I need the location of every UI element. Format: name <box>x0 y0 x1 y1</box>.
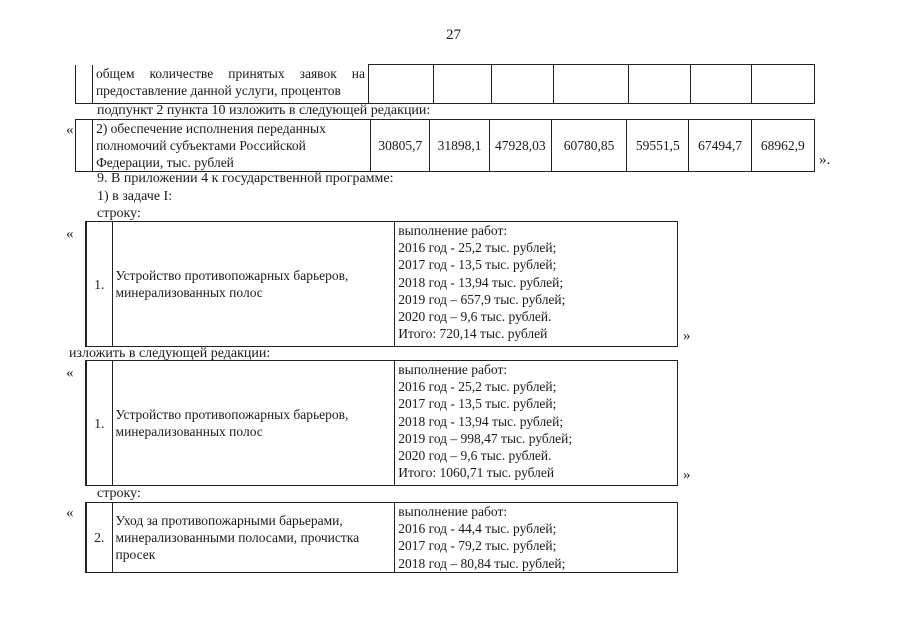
table-row-marker-cell <box>76 120 93 172</box>
funding-line: выполнение работ: <box>398 362 508 377</box>
open-quote: « <box>66 365 74 381</box>
value-cell: 60780,85 <box>551 120 626 172</box>
measure-funding <box>395 361 678 486</box>
empty-value-cell <box>628 65 690 104</box>
paragraph-appendix: 9. В приложении 4 к государственной программе: <box>97 171 394 186</box>
measure-table-old <box>85 221 678 347</box>
paragraph-new-edition: изложить в следующей редакции: <box>69 346 271 361</box>
funding-line: 2019 год – 657,9 тыс. рублей; <box>398 291 566 307</box>
funding-label: 2) обеспечение исполнения переданных полномочий субъектами Российской Федерации, тыс. рублей <box>93 120 371 172</box>
empty-value-cell <box>492 65 554 104</box>
value-cell: 47928,03 <box>489 120 551 172</box>
funding-total: Итого: 720,14 тыс. рублей <box>398 326 548 342</box>
value-cell: 68962,9 <box>751 120 814 172</box>
measure-funding <box>395 222 678 347</box>
paragraph-row-label: строку: <box>97 486 141 501</box>
measure-funding <box>395 503 678 573</box>
funding-line: выполнение работ: <box>398 223 508 238</box>
funding-line: 2017 год - 13,5 тыс. рублей; <box>398 396 557 412</box>
funding-line: 2018 год - 13,94 тыс. рублей; <box>398 413 564 429</box>
page-number: 27 <box>446 27 461 43</box>
funding-line: 2018 год – 80,84 тыс. рублей; <box>398 555 566 571</box>
close-quote: » <box>683 467 691 483</box>
value-cell: 67494,7 <box>689 120 751 172</box>
close-quote-char: » <box>819 152 827 168</box>
empty-value-cell <box>690 65 752 104</box>
close-quote <box>819 152 830 169</box>
empty-value-cell <box>369 65 434 104</box>
value-cell: 30805,7 <box>371 120 430 172</box>
indicator-label: общем количестве принятых заявок на предоставление данной услуги, процентов <box>92 65 368 104</box>
measure-number: 1. <box>87 361 113 486</box>
paragraph-task: 1) в задаче I: <box>97 189 173 204</box>
close-quote: » <box>683 328 691 344</box>
funding-line: 2017 год - 79,2 тыс. рублей; <box>398 538 557 554</box>
funding-line: выполнение работ: <box>398 504 508 519</box>
funding-table <box>75 119 815 172</box>
measure-table-new <box>85 360 678 486</box>
paragraph-subpoint-edit: подпункт 2 пункта 10 изложить в следующей редакции: <box>97 103 431 118</box>
measure-number: 2. <box>87 503 113 573</box>
empty-value-cell <box>752 65 815 104</box>
funding-line: 2016 год - 44,4 тыс. рублей; <box>398 521 557 537</box>
open-quote: « <box>66 122 74 138</box>
empty-value-cell <box>433 65 492 104</box>
funding-line: 2017 год - 13,5 тыс. рублей; <box>398 257 557 273</box>
measure-description: Устройство противопожарных барьеров, минерализованных полос <box>112 222 395 347</box>
measure-description: Уход за противопожарными барьерами, минерализованными полосами, прочистка просек <box>112 503 395 573</box>
funding-line: 2020 год – 9,6 тыс. рублей. <box>398 448 552 464</box>
measure-description: Устройство противопожарных барьеров, минерализованных полос <box>112 361 395 486</box>
funding-total: Итого: 1060,71 тыс. рублей <box>398 465 555 481</box>
table-row-marker-cell <box>76 65 93 104</box>
open-quote: « <box>66 505 74 521</box>
empty-value-cell <box>554 65 629 104</box>
indicator-table-continuation <box>75 64 815 104</box>
funding-line: 2020 год – 9,6 тыс. рублей. <box>398 309 552 325</box>
value-cell: 31898,1 <box>430 120 489 172</box>
measure-number: 1. <box>87 222 113 347</box>
measure-table-next <box>85 502 678 573</box>
close-dot: . <box>826 152 831 168</box>
funding-line: 2019 год – 998,47 тыс. рублей; <box>398 430 573 446</box>
funding-line: 2016 год - 25,2 тыс. рублей; <box>398 379 557 395</box>
funding-line: 2016 год - 25,2 тыс. рублей; <box>398 240 557 256</box>
funding-line: 2018 год - 13,94 тыс. рублей; <box>398 274 564 290</box>
paragraph-row-label: строку: <box>97 206 141 221</box>
open-quote: « <box>66 226 74 242</box>
value-cell: 59551,5 <box>627 120 689 172</box>
